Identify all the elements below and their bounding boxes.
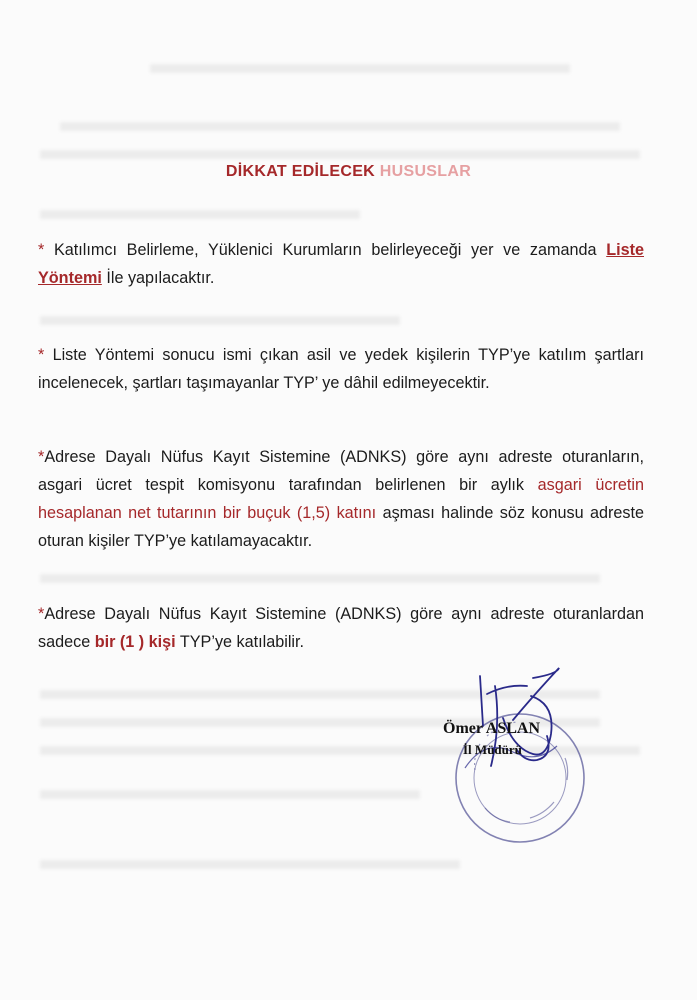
- notice-paragraph-2: [38, 341, 644, 397]
- bullet-star: *: [38, 448, 45, 466]
- signatory-title: İl Müdürü: [463, 742, 522, 757]
- paragraph-text: İle yapılacaktır.: [101, 269, 215, 287]
- show-through-line: [60, 122, 620, 131]
- show-through-line: [40, 574, 600, 583]
- show-through-line: [40, 210, 360, 219]
- highlight-text: asgari ücretin hesaplanan net tutarının bir buçuk (1,5) katını: [38, 476, 644, 522]
- show-through-line: [40, 150, 640, 159]
- paragraph-text: Adrese Dayalı Nüfus Kayıt Sistemine (ADNKS) göre aynı adreste oturanların, asgari ücret tespit komisyonu tarafından belirlenen bir aylık: [38, 448, 644, 494]
- paragraph-text: Katılımcı Belirleme, Yüklenici Kurumların belirleyeceği yer ve zamanda: [44, 241, 607, 259]
- notice-paragraph-1: [38, 236, 644, 292]
- title-part-1: DİKKAT EDİLECEK: [225, 163, 376, 180]
- show-through-line: [40, 860, 460, 869]
- notice-paragraph-3: [38, 443, 644, 555]
- signature-block: [425, 658, 610, 858]
- paragraph-text: aşması halinde söz konusu adreste oturan kişiler TYP’ye katılamayacaktır.: [38, 504, 645, 550]
- paragraph-text: Adrese Dayalı Nüfus Kayıt Sistemine (ADNKS) göre aynı adreste oturanlardan sadece: [38, 605, 644, 651]
- show-through-line: [40, 316, 400, 325]
- bullet-star: *: [38, 605, 45, 623]
- bullet-star: *: [38, 241, 45, 259]
- bullet-star: *: [38, 346, 45, 364]
- notice-paragraph-4: [38, 600, 644, 656]
- title-part-2: HUSUSLAR: [379, 163, 472, 180]
- paragraph-text: TYP’ye katılabilir.: [175, 633, 305, 651]
- page-title: [0, 163, 697, 181]
- paragraph-text: Liste Yöntemi sonucu ismi çıkan asil ve yedek kişilerin TYP’ye katılım şartları incelenecek, şartları taşımayanlar TYP’ ye dâhil edilmeyecektir.: [38, 346, 644, 392]
- show-through-line: [40, 790, 420, 799]
- highlight-text: bir (1 ) kişi: [94, 633, 176, 651]
- show-through-line: [150, 64, 570, 73]
- highlight-text: Liste Yöntemi: [38, 241, 644, 287]
- signatory-name: Ömer ASLAN: [443, 720, 541, 737]
- official-stamp-icon: [425, 658, 610, 858]
